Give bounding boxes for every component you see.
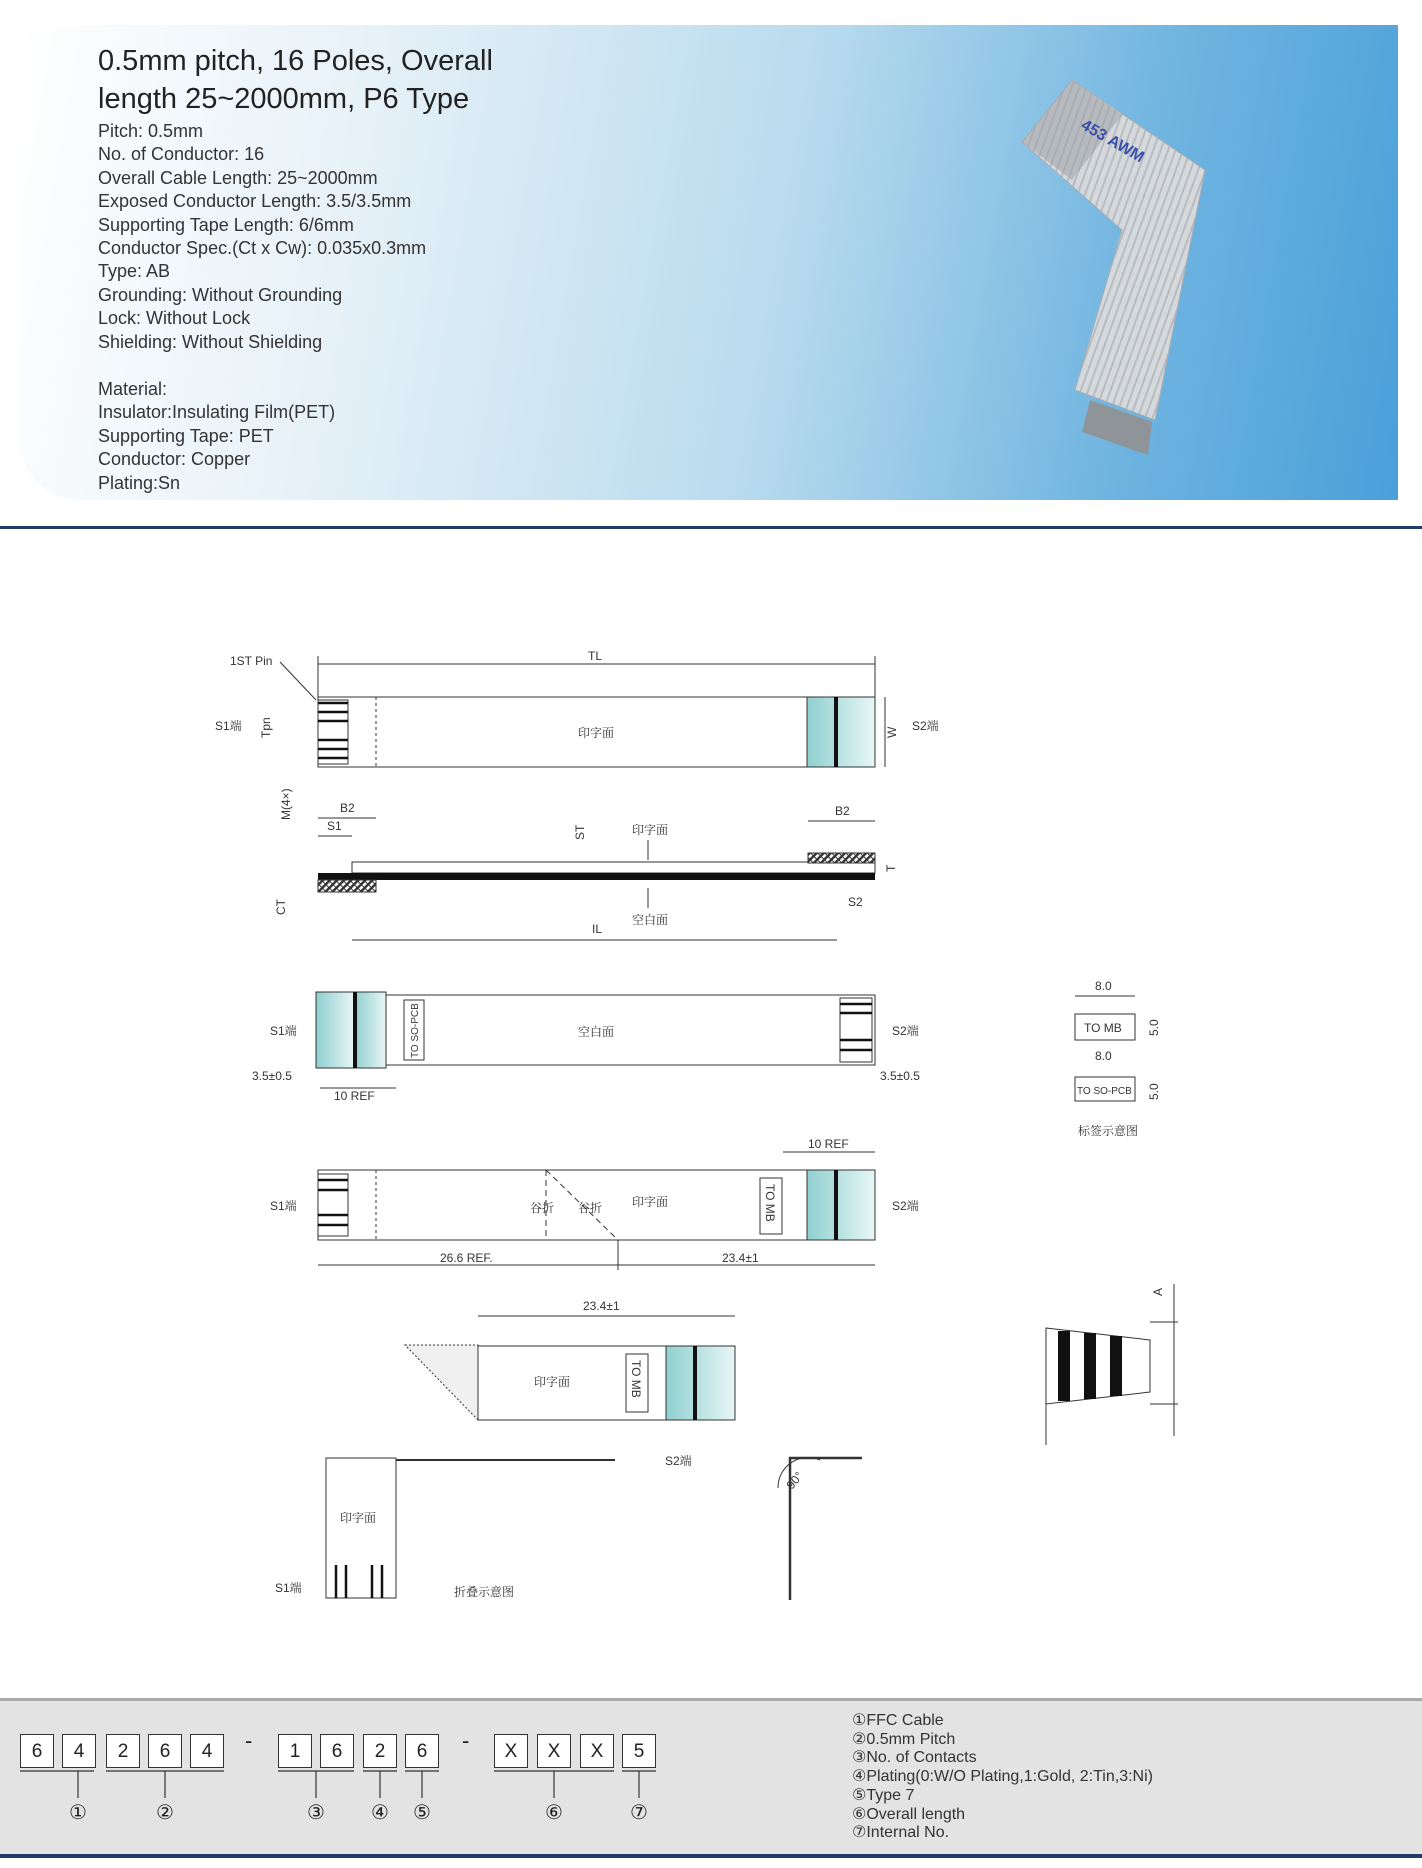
- view-fold: [270, 1137, 919, 1270]
- pn-marker: ⑥: [545, 1802, 563, 1824]
- pn-digit: X: [537, 1734, 571, 1768]
- label-to-so-pcb: TO SO-PCB: [410, 1003, 421, 1058]
- pn-digit: 4: [62, 1734, 96, 1768]
- technical-drawing: [0, 620, 1422, 1680]
- legend-item: ②0.5mm Pitch: [852, 1730, 956, 1748]
- spec-item: No. of Conductor: 16: [98, 144, 265, 165]
- label-blank-face: 空白面: [578, 1025, 615, 1039]
- cable-print-text: 453 AWM: [1078, 116, 1147, 167]
- pn-digit: 6: [20, 1734, 54, 1768]
- spec-item: Exposed Conductor Length: 3.5/3.5mm: [98, 191, 412, 212]
- label-dim-266: 26.6 REF.: [440, 1251, 493, 1265]
- label-t: T: [884, 864, 898, 872]
- label-il: IL: [592, 922, 603, 936]
- material-item: Insulator:Insulating Film(PET): [98, 402, 336, 423]
- label-s2-end-bottom: S2端: [892, 1024, 919, 1038]
- label-to-mb-folded: TO MB: [629, 1360, 643, 1398]
- label-st: ST: [573, 824, 587, 840]
- label-dim-80-b: 8.0: [1095, 1049, 1112, 1063]
- view-bottom: [252, 992, 920, 1103]
- pn-dash: -: [462, 1728, 470, 1753]
- spec-item: Type: AB: [98, 261, 171, 282]
- pn-dash: -: [245, 1728, 253, 1753]
- label-dim-35-left: 3.5±0.5: [252, 1069, 292, 1083]
- label-1st-pin: 1ST Pin: [230, 654, 273, 668]
- label-s2-end-schematic: S2端: [665, 1454, 692, 1468]
- label-tpn: Tpn: [259, 717, 273, 738]
- pn-marker: ②: [156, 1802, 174, 1824]
- material-list: [98, 378, 335, 495]
- section-divider: [0, 526, 1422, 529]
- label-dim-50-b: 5.0: [1147, 1083, 1161, 1100]
- cable-photo: [1010, 70, 1250, 460]
- label-w: W: [885, 726, 899, 738]
- pn-digit: 6: [405, 1734, 439, 1768]
- legend-item: ①FFC Cable: [852, 1712, 944, 1729]
- label-print-face-side: 印字面: [632, 823, 669, 837]
- material-item: Material:: [98, 379, 168, 399]
- pn-digit: 2: [106, 1734, 140, 1768]
- view-top: [215, 649, 939, 820]
- label-dim-35-right: 3.5±0.5: [880, 1069, 920, 1083]
- label-valley-fold-1: 谷折: [530, 1201, 555, 1215]
- footer-divider: [0, 1698, 1422, 1701]
- footer-bottom-rule: [0, 1854, 1422, 1858]
- label-s2-end: S2端: [912, 719, 939, 733]
- spec-item: Pitch: 0.5mm: [98, 121, 204, 141]
- pn-digit: X: [494, 1734, 528, 1768]
- label-angle: 90°: [783, 1469, 806, 1492]
- label-a: A: [1151, 1287, 1165, 1296]
- label-print-face-schematic: 印字面: [340, 1511, 377, 1525]
- pn-marker: ⑤: [413, 1802, 431, 1824]
- label-ct: CT: [274, 899, 288, 915]
- spec-item: Supporting Tape Length: 6/6mm: [98, 214, 354, 235]
- pn-marker: ③: [307, 1802, 325, 1824]
- spec-item: Grounding: Without Grounding: [98, 284, 343, 305]
- label-10ref-bottom: 10 REF: [334, 1089, 375, 1103]
- label-blank-face-side: 空白面: [632, 913, 669, 927]
- label-dim-234-a: 23.4±1: [722, 1251, 759, 1265]
- pn-connectors: [0, 1768, 700, 1804]
- legend-item: ⑥Overall length: [852, 1805, 966, 1823]
- label-s1-end-schematic: S1端: [275, 1581, 302, 1595]
- pn-legend: [852, 1712, 1153, 1843]
- pn-digit: 1: [278, 1734, 312, 1768]
- legend-item: ⑦Internal No.: [852, 1824, 950, 1842]
- pn-digit: 5: [622, 1734, 656, 1768]
- legend-item: ⑤Type 7: [852, 1786, 915, 1804]
- label-dim-50-a: 5.0: [1147, 1019, 1161, 1036]
- legend-item: ④Plating(0:W/O Plating,1:Gold, 2:Tin,3:Ni): [852, 1768, 1153, 1786]
- label-fold-caption: 折叠示意图: [454, 1585, 515, 1599]
- label-s1-end-bottom: S1端: [270, 1024, 297, 1038]
- pn-digit: 6: [148, 1734, 182, 1768]
- pn-digit: X: [580, 1734, 614, 1768]
- label-valley-fold-2: 谷折: [578, 1201, 603, 1215]
- label-dim-234-b: 23.4±1: [583, 1299, 620, 1313]
- spec-item: Shielding: Without Shielding: [98, 331, 323, 352]
- label-dim-80-a: 8.0: [1095, 979, 1112, 993]
- spec-item: Conductor Spec.(Ct x Cw): 0.035x0.3mm: [98, 238, 427, 259]
- pn-digit: 6: [320, 1734, 354, 1768]
- label-to-mb-fold: TO MB: [763, 1184, 777, 1222]
- spec-item: Lock: Without Lock: [98, 308, 251, 329]
- pn-digit: 2: [363, 1734, 397, 1768]
- view-folded: [405, 1299, 735, 1420]
- label-s1-end-fold: S1端: [270, 1199, 297, 1213]
- label-print-face-fold: 印字面: [632, 1195, 669, 1209]
- material-item: Supporting Tape: PET: [98, 425, 274, 446]
- pn-marker: ④: [371, 1802, 389, 1824]
- product-title: [98, 42, 493, 118]
- label-s2-end-fold: S2端: [892, 1199, 919, 1213]
- label-to-so-pcb-sketch: TO SO-PCB: [1077, 1086, 1132, 1097]
- label-s1: S1: [327, 819, 342, 833]
- pn-marker: ⑦: [630, 1802, 648, 1824]
- view-side: [274, 801, 898, 940]
- title-line-1: 0.5mm pitch, 16 Poles, Overall: [98, 45, 493, 77]
- label-s1-end: S1端: [215, 719, 242, 733]
- view-conductor-detail: [1046, 1284, 1178, 1445]
- label-sketch-caption: 标签示意图: [1078, 1124, 1139, 1138]
- label-s2: S2: [848, 895, 863, 909]
- title-line-2: length 25~2000mm, P6 Type: [98, 83, 470, 115]
- label-sketches: [1075, 979, 1161, 1138]
- label-10ref-top: 10 REF: [808, 1137, 849, 1151]
- label-b2-right: B2: [835, 804, 850, 818]
- label-m4x: M(4×): [279, 788, 293, 820]
- label-b2-left: B2: [340, 801, 355, 815]
- label-to-mb-sketch: TO MB: [1084, 1021, 1122, 1035]
- label-tl: TL: [588, 649, 603, 663]
- pn-digit: 4: [190, 1734, 224, 1768]
- view-fold-schematic: [275, 1453, 692, 1599]
- spec-list: [98, 120, 426, 354]
- legend-item: ③No. of Contacts: [852, 1749, 977, 1767]
- material-item: Plating:Sn: [98, 472, 181, 493]
- label-print-face-folded: 印字面: [534, 1375, 571, 1389]
- view-corner: [778, 1457, 862, 1600]
- spec-item: Overall Cable Length: 25~2000mm: [98, 167, 378, 188]
- material-item: Conductor: Copper: [98, 449, 251, 470]
- pn-marker: ①: [69, 1802, 87, 1824]
- label-print-face: 印字面: [578, 726, 615, 740]
